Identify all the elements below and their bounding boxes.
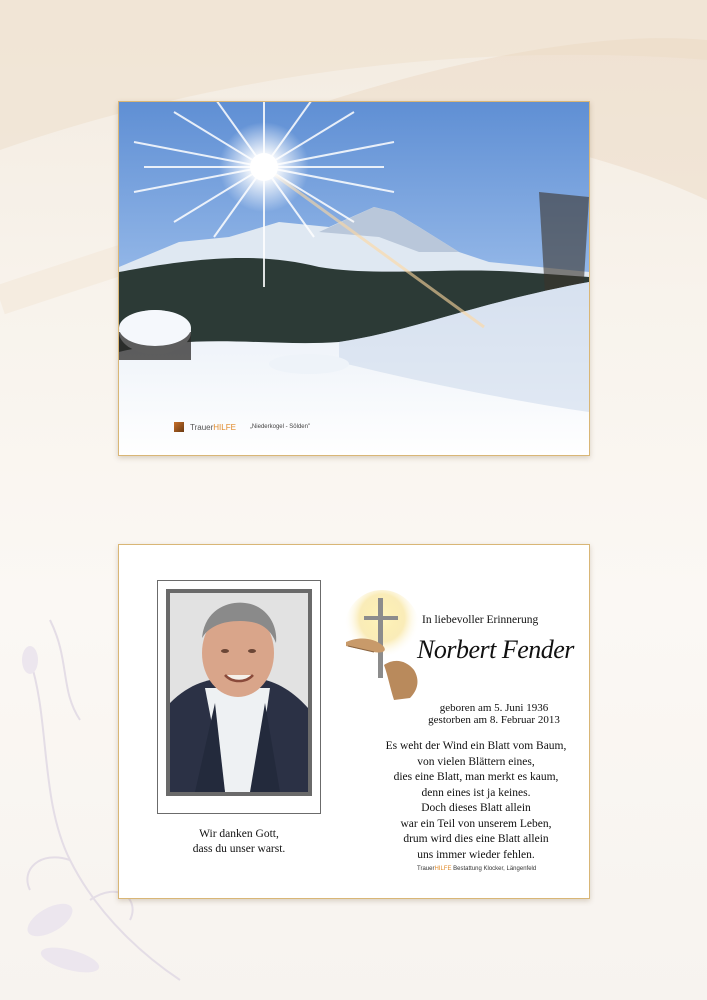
deceased-name: Norbert Fender [417,635,574,664]
brand-watermark [174,422,310,432]
thanks-line: Wir danken Gott, [199,828,279,840]
photo-caption: „Niederkogel - Sölden" [249,424,311,430]
poem-line: uns immer wieder fehlen. [417,848,535,861]
thanks-message [179,827,299,857]
brand-logo-icon [174,422,184,432]
footer-brand-suffix: HILFE [434,866,452,872]
in-memory-heading: In liebevoller Erinnerung [422,614,539,626]
poem-line: dies eine Blatt, man merkt es kaum, [393,771,559,783]
brand-prefix: Trauer [190,422,214,432]
poem-line: Es weht der Wind ein Blatt vom Baum, [385,740,567,752]
brand-suffix: HILFE [213,422,236,432]
life-dates [394,702,594,726]
memorial-poem [376,739,576,863]
poem-line: Doch dieses Blatt allein [421,802,531,814]
cross-with-hands-image [344,590,424,710]
birth-date: geboren am 5. Juni 1936 [439,702,549,714]
mountain-landscape-image [119,102,589,455]
death-date: gestorben am 8. Februar 2013 [428,714,560,726]
footer-funeral-home: Bestattung Klocker, Längenfeld [453,866,537,872]
portrait-photo [166,589,312,796]
poem-line: war ein Teil von unserem Leben, [400,817,552,830]
poem-line: von vielen Blättern eines, [417,755,535,768]
portrait-frame [157,580,321,814]
footer-credit [417,866,536,872]
thanks-line: dass du unser warst. [192,843,286,855]
footer-brand-prefix: Trauer [417,866,435,872]
landscape-photo-card [118,101,590,456]
memorial-card [118,544,590,899]
poem-line: denn eines ist ja keines. [421,786,531,799]
poem-line: drum wird dies eine Blatt allein [403,833,549,845]
